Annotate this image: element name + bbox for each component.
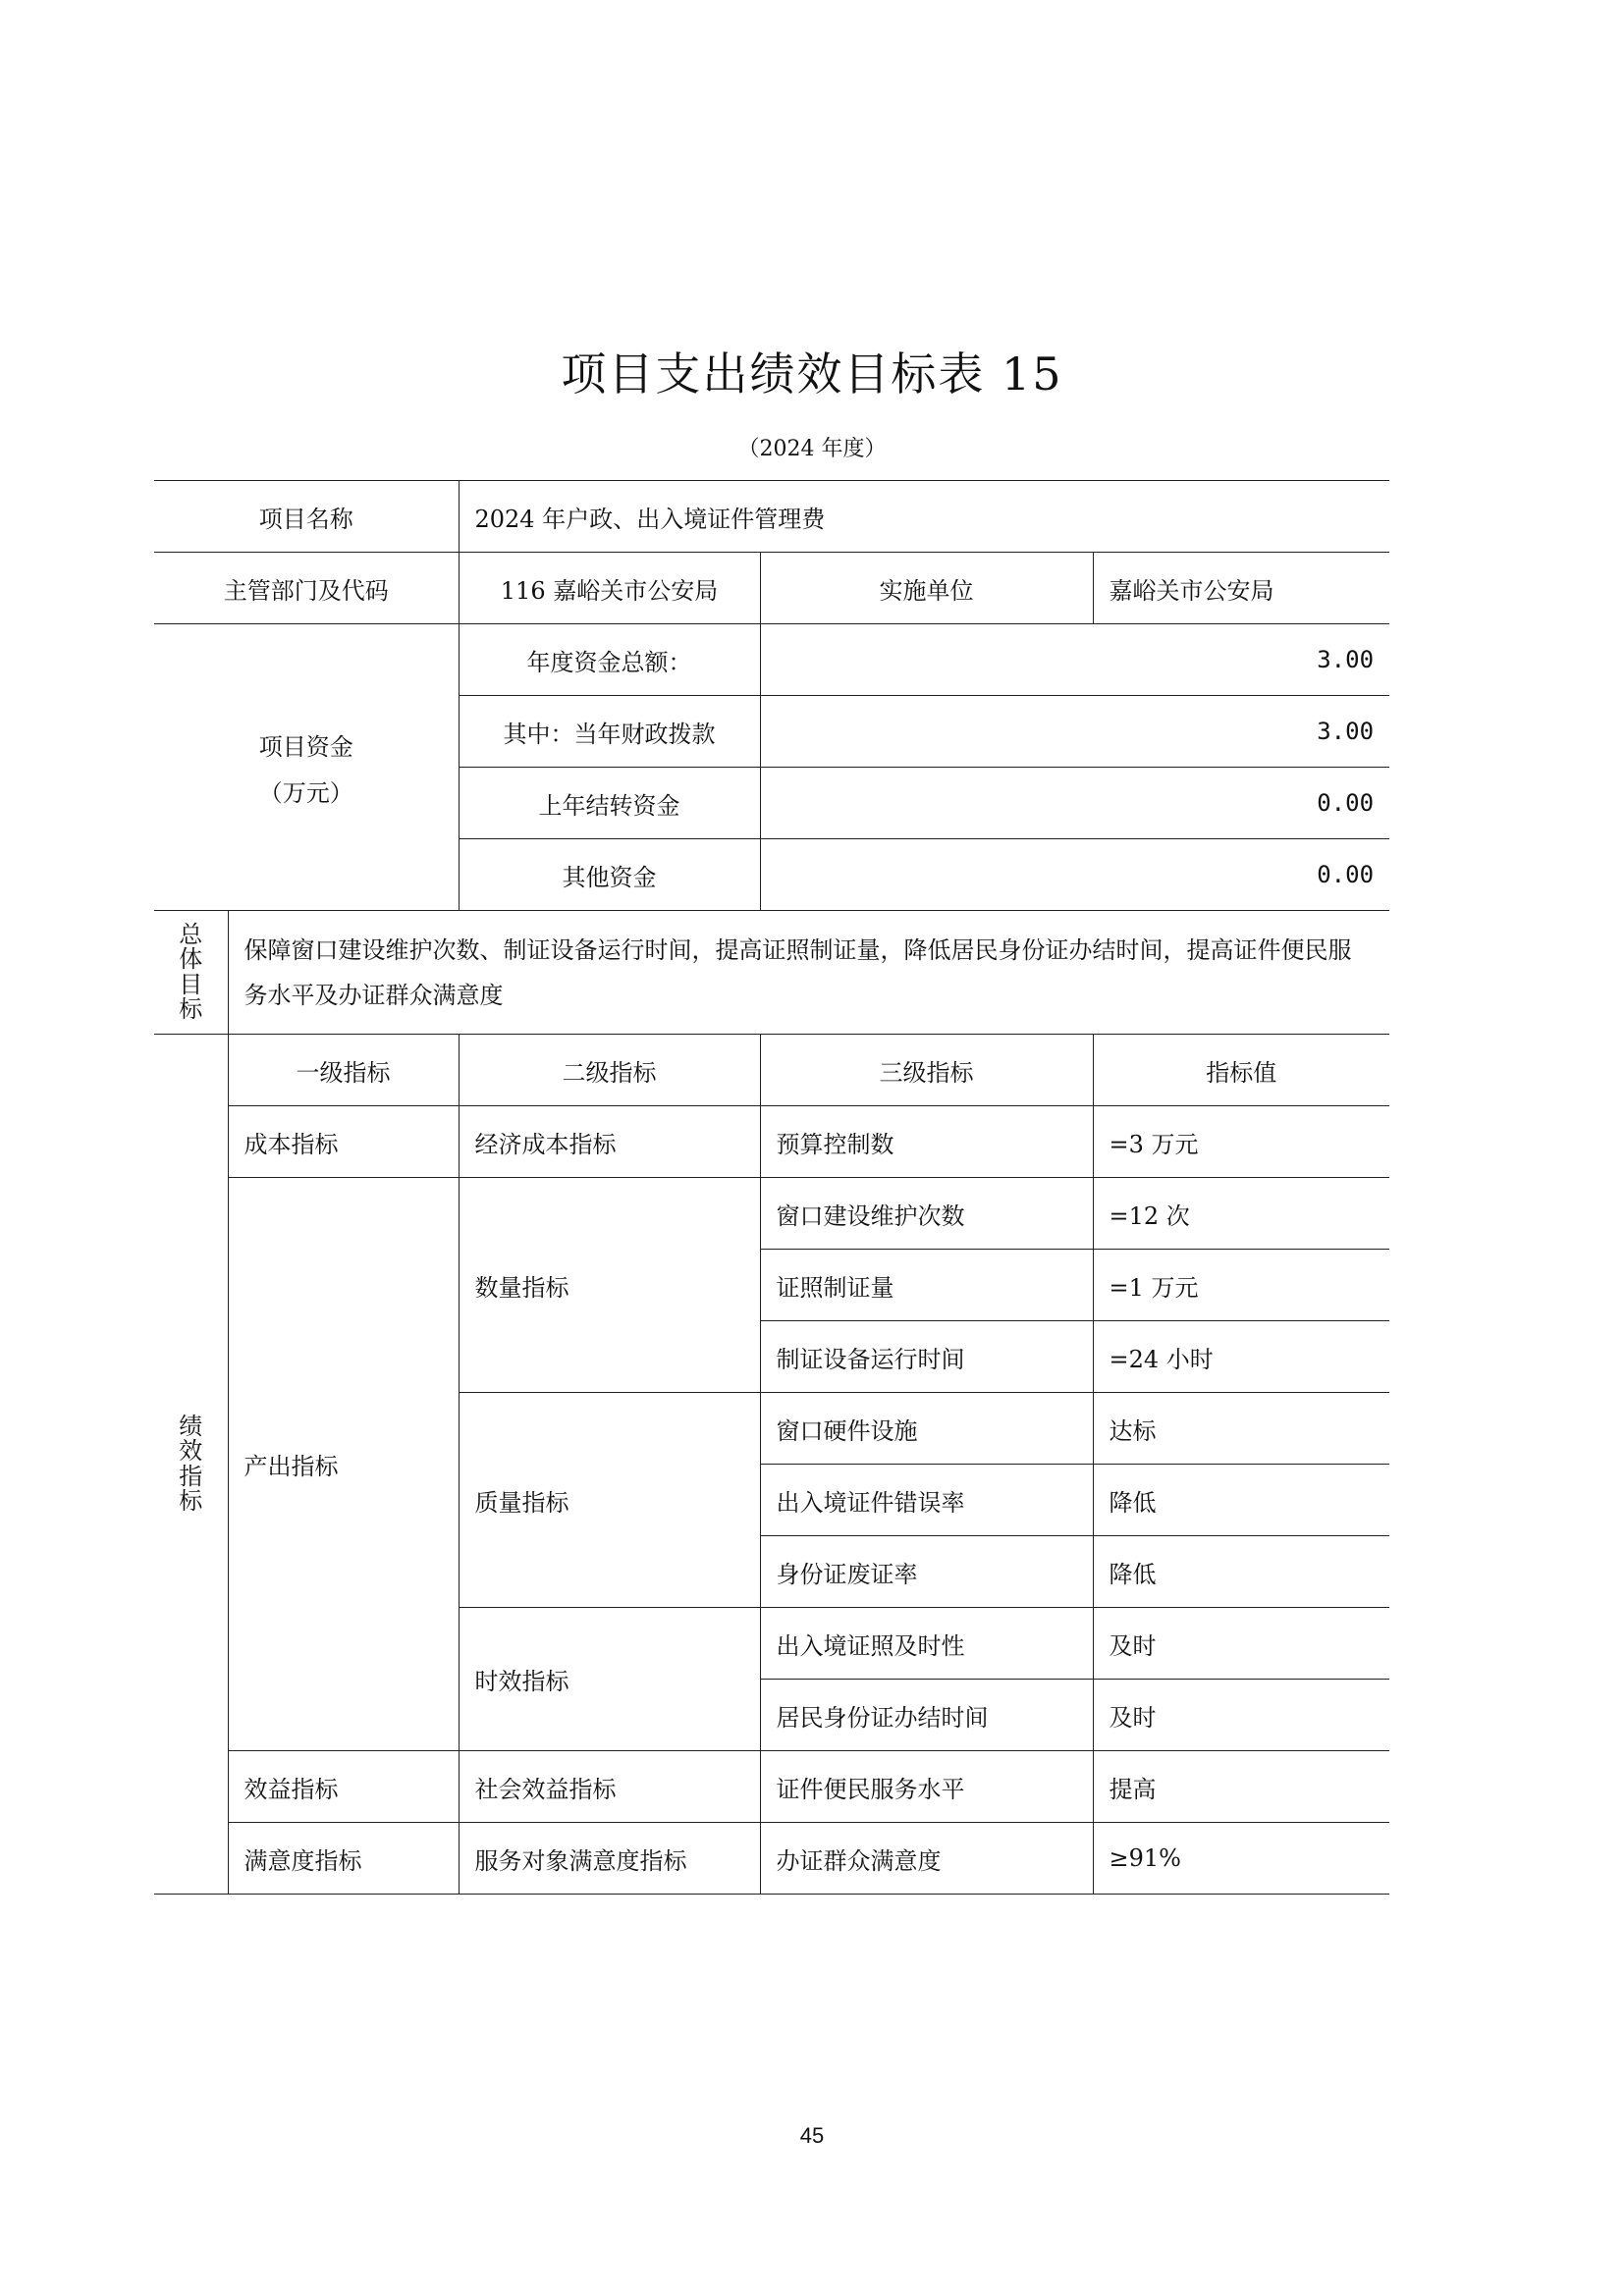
level3-name: 身份证废证率 xyxy=(760,1536,1093,1608)
level2-economic-cost: 经济成本指标 xyxy=(459,1106,760,1178)
funds-row-label: 其中：当年财政拨款 xyxy=(459,696,760,768)
indicator-value: =3 万元 xyxy=(1093,1106,1389,1178)
funds-row-value: 0.00 xyxy=(760,839,1389,911)
level3-name: 窗口建设维护次数 xyxy=(760,1178,1093,1250)
project-name-label: 项目名称 xyxy=(154,481,459,553)
indicator-value: =24 小时 xyxy=(1093,1321,1389,1393)
overall-goal-text: 保障窗口建设维护次数、制证设备运行时间，提高证照制证量，降低居民身份证办结时间，提高证件便民服务水平及办证群众满意度 xyxy=(228,911,1389,1035)
implementer-value: 嘉峪关市公安局 xyxy=(1093,553,1389,624)
header-value: 指标值 xyxy=(1093,1035,1389,1106)
header-level1: 一级指标 xyxy=(228,1035,459,1106)
level2-service-satisfaction: 服务对象满意度指标 xyxy=(459,1823,760,1895)
page-number: 45 xyxy=(799,2123,825,2148)
level3-name: 制证设备运行时间 xyxy=(760,1321,1093,1393)
header-level2: 二级指标 xyxy=(459,1035,760,1106)
row-indicator-header xyxy=(154,1035,1389,1106)
department-value: 116 嘉峪关市公安局 xyxy=(459,553,760,624)
indicator-value: 及时 xyxy=(1093,1680,1389,1751)
level3-name: 办证群众满意度 xyxy=(760,1823,1093,1895)
indicator-value: 及时 xyxy=(1093,1608,1389,1680)
level3-name: 出入境证件错误率 xyxy=(760,1465,1093,1536)
level1-satisfaction: 满意度指标 xyxy=(228,1823,459,1895)
level2-quality: 质量指标 xyxy=(459,1393,760,1608)
indicator-value: 达标 xyxy=(1093,1393,1389,1465)
indicator-value: =1 万元 xyxy=(1093,1250,1389,1321)
level3-name: 预算控制数 xyxy=(760,1106,1093,1178)
table-row xyxy=(154,1178,1389,1250)
row-project-name xyxy=(154,481,1389,553)
level3-name: 出入境证照及时性 xyxy=(760,1608,1093,1680)
row-funds-total xyxy=(154,624,1389,696)
level1-cost: 成本指标 xyxy=(228,1106,459,1178)
level3-name: 居民身份证办结时间 xyxy=(760,1680,1093,1751)
level2-timeliness: 时效指标 xyxy=(459,1608,760,1751)
implementer-label: 实施单位 xyxy=(760,553,1093,624)
level2-quantity: 数量指标 xyxy=(459,1178,760,1393)
page-subtitle-year: （2024 年度） xyxy=(737,437,887,461)
indicators-label: 绩效指标 xyxy=(154,1035,228,1895)
row-overall-goal xyxy=(154,911,1389,1035)
indicator-value: =12 次 xyxy=(1093,1178,1389,1250)
funds-label: 项目资金 xyxy=(258,732,353,761)
funds-row-value: 3.00 xyxy=(760,624,1389,696)
table-row xyxy=(154,1106,1389,1178)
funds-row-value: 3.00 xyxy=(760,696,1389,768)
table-row xyxy=(154,1751,1389,1823)
level1-output: 产出指标 xyxy=(228,1178,459,1751)
level2-social-benefit: 社会效益指标 xyxy=(459,1751,760,1823)
indicator-value: ≥91% xyxy=(1093,1823,1389,1895)
indicator-value: 提高 xyxy=(1093,1751,1389,1823)
row-department xyxy=(154,553,1389,624)
header-level3: 三级指标 xyxy=(760,1035,1093,1106)
project-name-value: 2024 年户政、出入境证件管理费 xyxy=(459,481,1389,553)
level3-name: 证照制证量 xyxy=(760,1250,1093,1321)
overall-goal-label: 总体目标 xyxy=(154,911,228,1035)
funds-unit: （万元） xyxy=(258,778,353,807)
level1-benefit: 效益指标 xyxy=(228,1751,459,1823)
page-title: 项目支出绩效目标表 15 xyxy=(561,347,1063,400)
funds-row-value: 0.00 xyxy=(760,768,1389,839)
indicator-value: 降低 xyxy=(1093,1536,1389,1608)
indicator-value: 降低 xyxy=(1093,1465,1389,1536)
level3-name: 证件便民服务水平 xyxy=(760,1751,1093,1823)
level3-name: 窗口硬件设施 xyxy=(760,1393,1093,1465)
funds-row-label: 其他资金 xyxy=(459,839,760,911)
department-label: 主管部门及代码 xyxy=(154,553,459,624)
funds-label-cell xyxy=(154,624,459,911)
performance-target-table xyxy=(154,480,1389,1895)
table-row xyxy=(154,1823,1389,1895)
funds-row-label: 上年结转资金 xyxy=(459,768,760,839)
funds-row-label: 年度资金总额： xyxy=(459,624,760,696)
